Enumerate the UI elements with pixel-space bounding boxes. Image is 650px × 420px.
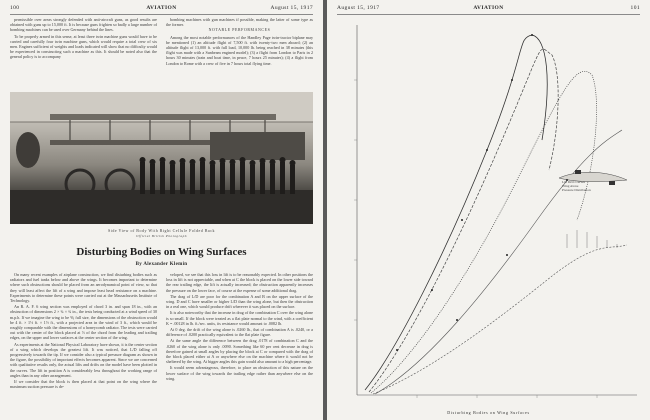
legend-line: Lift Drift Curves — [562, 180, 585, 184]
crowd-of-men — [140, 157, 296, 194]
photo-credit: Official British Photograph — [136, 234, 187, 238]
left-page — [0, 0, 323, 420]
paragraph: If we consider that the block is then placed at that point on the wing where the maximum suction pressure is de- — [10, 379, 157, 390]
photo-caption: Side View of Body With Right Cellule Folded Back — [107, 228, 215, 233]
lift-curve-position-c — [371, 71, 597, 393]
pressure-distribution — [567, 230, 617, 248]
drift-curve — [375, 130, 622, 394]
page-number-left: 100 — [10, 5, 20, 11]
paragraph: It would seem advantageous, therefore, to place an obstruction of this nature on the lower surface of the wing towards the trailing edge rather than anywhere else on the wing. — [166, 365, 313, 381]
running-head-left — [10, 5, 313, 14]
diagram-legend — [562, 180, 591, 192]
article-author: By Alexander Klemin — [135, 262, 188, 267]
aircraft-photograph — [10, 92, 313, 224]
journal-name-right: AVIATION — [473, 5, 504, 11]
lift-drift-diagram — [337, 20, 640, 258]
paragraph: Among the most notable performances of the Handley Page twin-tractor biplane may be mentioned (1) an altitude flight of 7,500 ft. with twenty-two men aboard; (2) an altitude flight of 13,000 ft. with full load, 10,000 lb. being reached in 38 minutes (this flight was made with a Sunbeam engined model); (3) a flight from London to Paris in 2 hours 30 minutes (train and boat time, in peace, 7 hours 25 minutes); (4) a flight from London to Rome with a crew of five in 7 hours total flying time. — [166, 34, 313, 66]
lift-curve-wing-alone — [365, 35, 547, 390]
diagram-svg — [337, 20, 640, 408]
issue-date-right: August 15, 1917 — [337, 5, 380, 11]
legend-line: Wing Alone — [562, 184, 579, 188]
drift-curve-position-a — [373, 245, 627, 394]
paragraph: At the same angle the difference between the drag .0178 of combination C and the .0260 of the wing alone is only .0090. Something like 60 per cent decrease in drag is therefore gained at small angles by placing the block at C or compared with the drag of the block placed either at A or anywhere else on the machine where it would not be sheltered by the wing. At bigger angles this gain would also amount to a high percentage. — [166, 338, 313, 365]
obstruction-block-c — [609, 181, 615, 185]
photo-scene — [10, 92, 313, 224]
legend-line: Pressure Distribution — [562, 188, 591, 192]
column-2-body — [166, 272, 313, 416]
data-points — [396, 34, 568, 351]
engine-nacelle — [16, 132, 40, 168]
column-2-top — [166, 17, 313, 88]
upper-wing — [50, 114, 276, 120]
subheading-notable-performances: NOTABLE PERFORMANCES — [208, 28, 271, 33]
fuselage-body — [210, 132, 305, 160]
header-rule-left — [10, 14, 313, 15]
paragraph: On many recent examples of airplane construction, we find disturbing bodies such as radiators and fuel tanks below and above the wings. It becomes important to determine where such obstructions should be placed from an aerodynamical point of view, so that they will least affect the lift of a wing and impose least head resistance on a machine. Experiments to determine these points were carried out at the Massachusetts Institute of Technology. — [10, 272, 157, 304]
article-title: Disturbing Bodies on Wing Surfaces — [76, 246, 247, 258]
running-head-right — [337, 5, 640, 14]
figure-caption: Disturbing Bodies on Wing Surfaces — [447, 410, 530, 415]
header-rule-right — [337, 14, 640, 15]
paragraph: It is also noteworthy that the increase in drag of the combination C over the wing alone is so small. If the block were treated as a flat plate normal to the wind, with a coefficient K = .00128 in lb. ft./sec. units, its resistance would amount to .0082 lb. — [166, 310, 313, 326]
page-number-right: 101 — [630, 5, 640, 11]
column-1-top — [10, 17, 157, 88]
paragraph: An R. A. F. 6 wing section was employed of chord 3 in. and span 18 in., with an obstruction of dimensions 2 × ¾ × ¾ in., the tests being conducted at a wind speed of 30 m.p.h. If we imagine the wing to be ⅙ full size, the dimensions of the obstruction would be 4 ft. × 1½ ft. × 1½ ft., with a projected area in the wind of 3 ft., which would be roughly comparable with the dimensions of a honeycomb radiator. The tests were carried out with the center of the block placed at ⅓ of the chord from the leading and trailing edges, on the upper and lower surfaces at the center section of the wing. — [10, 304, 157, 341]
paragraph: veloped, we see that this loss in lift is to be reasonably expected. In other positions the loss in lift is not appreciable, and when at C the block is placed on the lower side toward the rear trailing edge, the lift is actually increased; the obstruction apparently increases the pressure on the lower face, of course at the expense of some additional drag. — [166, 272, 313, 293]
right-page — [327, 0, 650, 420]
floor-shadow — [10, 190, 313, 224]
paragraph: permissible over areas strongly defended with anti-aircraft guns, as good results are obtained with guns up to 15,000 ft. It is because guns frighten so badly a large number of bombing machines can be used over Germany behind the lines. — [10, 17, 157, 33]
paragraph: bombing machines with gun machines if possible, making the latter of some type as the former. — [166, 17, 313, 28]
journal-name-left: AVIATION — [146, 5, 177, 11]
obstruction-block-a — [575, 170, 581, 174]
paragraph: The drag of L/D are poor for the combination A and B on the upper surface of the wing. D and C have smaller or higher L/D than the wing alone, but then the obstruction in a real one, which would produce drift wherever it was placed on the surface. — [166, 293, 313, 310]
column-1-body — [10, 272, 157, 416]
paragraph: To be properly armed in this sense, at least three twin machine guns would have to be carried and carefully four twin machine guns, which would require a total crew of six men. Engines sufficient of weights and loads indicated will show that no difficulty would be experienced in constructing such a machine as this. It should be noted also that the general policy is to accompany — [10, 33, 157, 60]
paragraph: At 0 deg. the drift of the wing alone is .0260 lb., that of combination A is .0240, or a difference of .0200 practically equivalent to the flat plate figure. — [166, 327, 313, 338]
issue-date-left: August 15, 1917 — [270, 5, 313, 11]
axis-ticks — [354, 80, 597, 398]
paragraph: As experiments at the National Physical Laboratory have shown, it is the center section of a wing which develops the greatest lift. It was noticed, that L/D falling off progressively towards the tip. If we consider also a typical pressure diagram as shown in the figure, the possibility of important effects becomes apparent. Since we are concerned with qualitative results only, the actual lifts and drifts on the model have been plotted in the curves. The lift in position A is considerably less throughout the working range of angles than in any other arrangement. — [10, 341, 157, 378]
